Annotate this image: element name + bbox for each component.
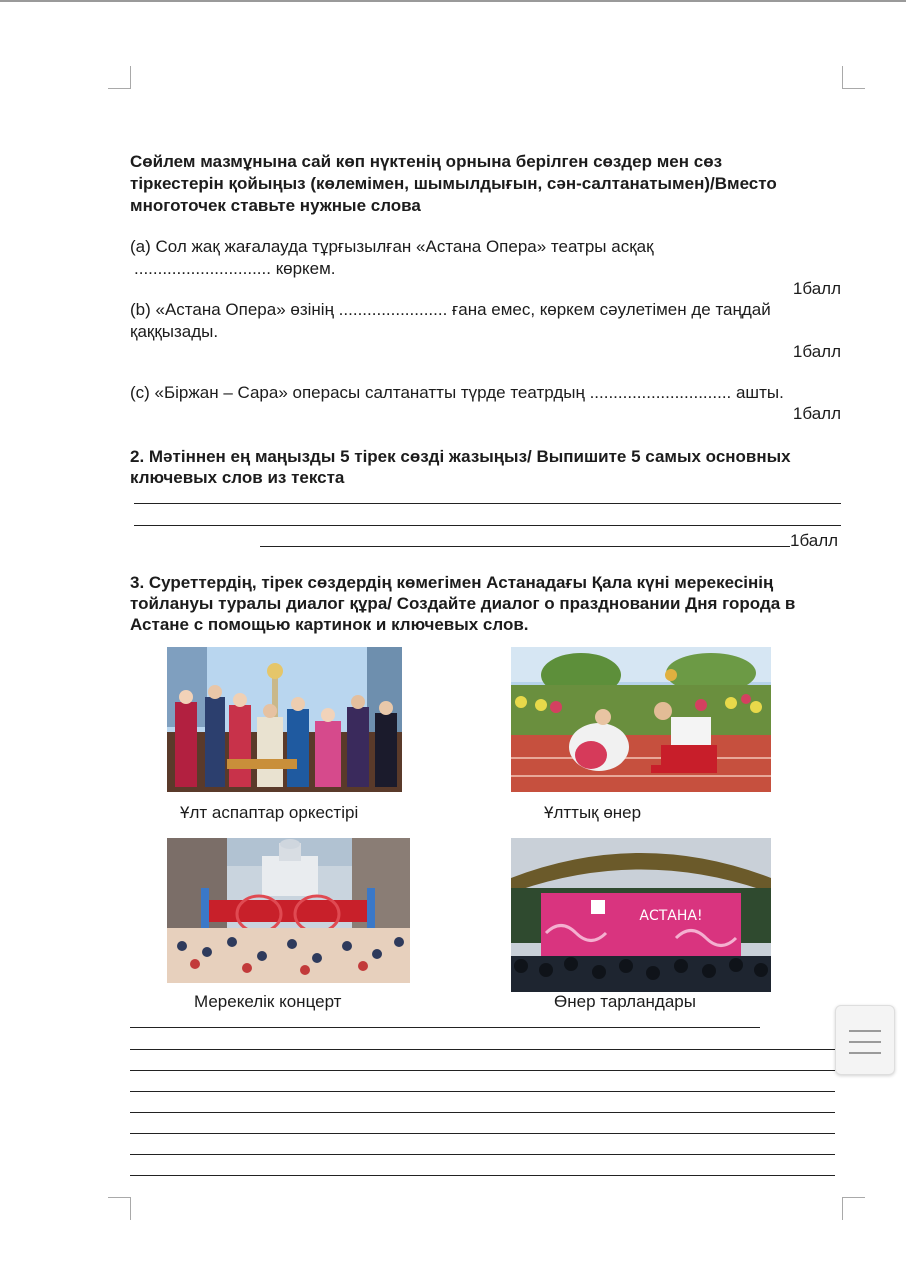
answer-line (134, 503, 841, 504)
answer-line (260, 546, 790, 547)
caption-concert: Мерекелік концерт (194, 992, 342, 1011)
task1-c-score: 1балл (792, 404, 841, 423)
task3-instruction-line: 3. Суреттердің, тірек сөздердің көмегімен Астанадағы Қала күні мерекесінің (130, 573, 774, 592)
task1-c-sentence: (c) «Біржан – Сара» операсы салтанатты түрде театрдың .............................. ашты. (130, 383, 784, 402)
caption-orchestra: Ұлт аспаптар оркестірі (180, 803, 359, 822)
menu-icon (849, 1030, 881, 1032)
caption-stage: Өнер тарландары (554, 992, 696, 1011)
task1-instruction-line: тіркестерін қойыңыз (көлемімен, шымылдығын, сән-салтанатымен)/Вместо (130, 174, 777, 193)
task2-instruction-line: 2. Мәтіннен ең маңызды 5 тірек сөзді жазыңыз/ Выпишите 5 самых основных (130, 447, 791, 466)
caption-dance: Ұлттық өнер (544, 803, 642, 822)
answer-line (130, 1154, 835, 1155)
page-corner-mark (108, 1197, 131, 1220)
task2-instruction-line: ключевых слов из текста (130, 468, 345, 487)
orchestra-photo (167, 647, 402, 792)
task1-b-sentence-end: қаққызады. (130, 322, 219, 341)
task1-b-score: 1балл (792, 342, 841, 361)
answer-line (130, 1133, 835, 1134)
answer-line (130, 1049, 835, 1050)
answer-line (134, 525, 841, 526)
task1-a-score: 1балл (792, 279, 841, 298)
menu-icon (849, 1041, 881, 1043)
stage-banner-text: АСТАНА! (639, 908, 703, 924)
page-corner-mark (108, 66, 131, 89)
answer-line (130, 1091, 835, 1092)
task3-instruction-line: Астане с помощью картинок и ключевых слов. (130, 615, 529, 634)
answer-line (130, 1070, 835, 1071)
page-corner-mark (842, 1197, 865, 1220)
task1-a-sentence: (a) Сол жақ жағалауда тұрғызылған «Астана Опера» театры асқақ (130, 237, 654, 256)
task1-instruction-line: Сөйлем мазмұнына сай көп нүктенің орнына берілген сөздер мен сөз (130, 152, 723, 171)
page-corner-mark (842, 66, 865, 89)
page-top-border (0, 0, 906, 2)
answer-line (130, 1027, 760, 1028)
task1-instruction-line: многоточек ставьте нужные слова (130, 196, 421, 215)
menu-icon (849, 1052, 881, 1054)
task1-b-sentence: (b) «Астана Опера» өзінің ....................... ғана емес, көркем сәулетімен де таңдай (130, 300, 771, 319)
task2-score: 1балл (790, 531, 839, 550)
task1-a-sentence-blank: ............................. көркем. (134, 259, 336, 278)
answer-line (130, 1175, 835, 1176)
dance-photo (511, 647, 771, 792)
answer-line (130, 1112, 835, 1113)
stage-photo (511, 838, 771, 992)
task3-instruction-line: тойлануы туралы диалог құра/ Создайте диалог о праздновании Дня города в (130, 594, 796, 613)
concert-photo (167, 838, 410, 983)
menu-button[interactable] (835, 1005, 895, 1075)
